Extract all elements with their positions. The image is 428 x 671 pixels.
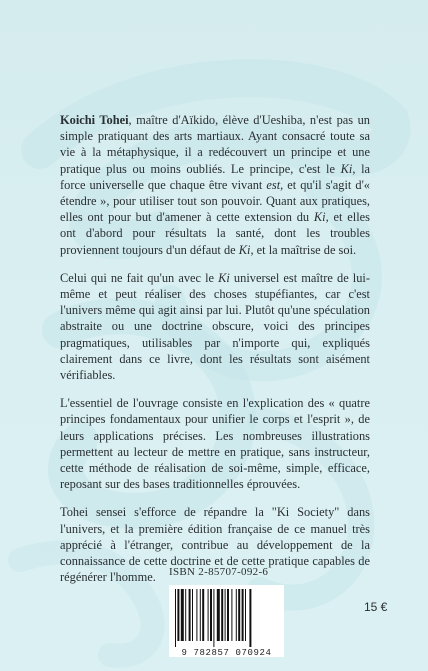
p1-text-1: , maître d'Aïkido, élève d'Ueshiba, n'est pas un simple pratiquant des arts martiaux. Ayant consacré toute sa vie à la métaphysique, il a redécouvert un principe et une pratique plus ou moins oubliés. Le principe, c'est le bbox=[60, 113, 370, 176]
p1-text-5: , et la maîtrise de soi. bbox=[250, 242, 357, 257]
barcode-bar bbox=[189, 589, 191, 641]
barcode bbox=[169, 585, 284, 657]
barcode-bar bbox=[200, 589, 201, 641]
barcode-bar bbox=[217, 589, 220, 641]
barcode-bar bbox=[249, 589, 251, 647]
barcode-number: 9 782857 070924 bbox=[181, 648, 272, 658]
barcode-bar bbox=[181, 589, 184, 641]
ki-term: Ki bbox=[238, 242, 251, 257]
est-term: est bbox=[266, 177, 281, 192]
barcode-bar bbox=[236, 589, 237, 641]
p2-text-2: universel est maître de lui-même et peut réaliser des choses stupéfiantes, car c'est l'univers même qui agit ainsi par lui. Plutôt qu'une spéculation abstraite ou une doctrine obscure, voici des principes pragmatiques, utilisables par n'importe qui, expliqués clairement dans ce livre, dont les résultats sont aisément vérifiables. bbox=[60, 270, 370, 383]
author-name: Koichi Tohei bbox=[60, 113, 129, 127]
barcode-bar bbox=[210, 589, 212, 641]
barcode-bar bbox=[177, 589, 179, 641]
p1-text-4: , et elles ont d'abord pour résultats la santé, dont les troubles proviennent toujours d'un défaut de bbox=[60, 210, 370, 257]
barcode-bar bbox=[227, 589, 229, 641]
p1-text-3: , et qu'il s'agit d'« étendre », pour utiliser tout son pouvoir. Quant aux pratiques, elles ont pour but d'amener à cette extension du bbox=[60, 177, 371, 225]
barcode-bar bbox=[196, 589, 197, 641]
barcode-bar bbox=[213, 589, 214, 647]
ki-term: Ki bbox=[313, 210, 326, 225]
p2-text-1: Celui qui ne fait qu'un avec le bbox=[60, 270, 219, 285]
paragraph-1 bbox=[60, 112, 370, 258]
barcode-bar bbox=[185, 589, 186, 641]
ki-term: Ki bbox=[340, 161, 353, 176]
p1-text-2: , la force universelle que chaque être vivant bbox=[60, 161, 371, 192]
ki-term: Ki bbox=[218, 270, 230, 285]
barcode-bar bbox=[202, 589, 204, 641]
barcode-bar bbox=[208, 589, 209, 641]
barcode-bar bbox=[221, 589, 223, 641]
barcode-bar bbox=[231, 589, 232, 641]
barcode-bar bbox=[238, 589, 240, 641]
price-label: 15 € bbox=[364, 600, 388, 614]
barcode-bar bbox=[245, 589, 246, 641]
barcode-bar bbox=[225, 589, 226, 641]
barcode-bar bbox=[175, 589, 176, 647]
paragraph-2 bbox=[60, 270, 370, 383]
isbn-label: ISBN 2-85707-092-6 bbox=[169, 566, 269, 578]
barcode-bar bbox=[192, 589, 193, 641]
paragraph-4: Tohei sensei s'efforce de répandre la "Ki Society" dans l'univers, et la première édition française de ce manuel très apprécié à l'étranger, contribue au développement de la connaissance de cette doctrine et de cette pratique capables de régénérer l'homme. bbox=[60, 505, 370, 585]
barcode-bar bbox=[242, 589, 244, 641]
paragraph-3: L'essentiel de l'ouvrage consiste en l'explication des « quatre principes fondamentaux pour unifier le corps et l'esprit », de leurs applications précises. Les nombreuses illustrations permettent au lecteur de mettre en pratique, sans instructeur, cette méthode de réalisation de soi-même, simple, efficace, reposant sur des bases traditionnelles éprouvées. bbox=[60, 396, 370, 492]
description-text bbox=[60, 112, 370, 597]
